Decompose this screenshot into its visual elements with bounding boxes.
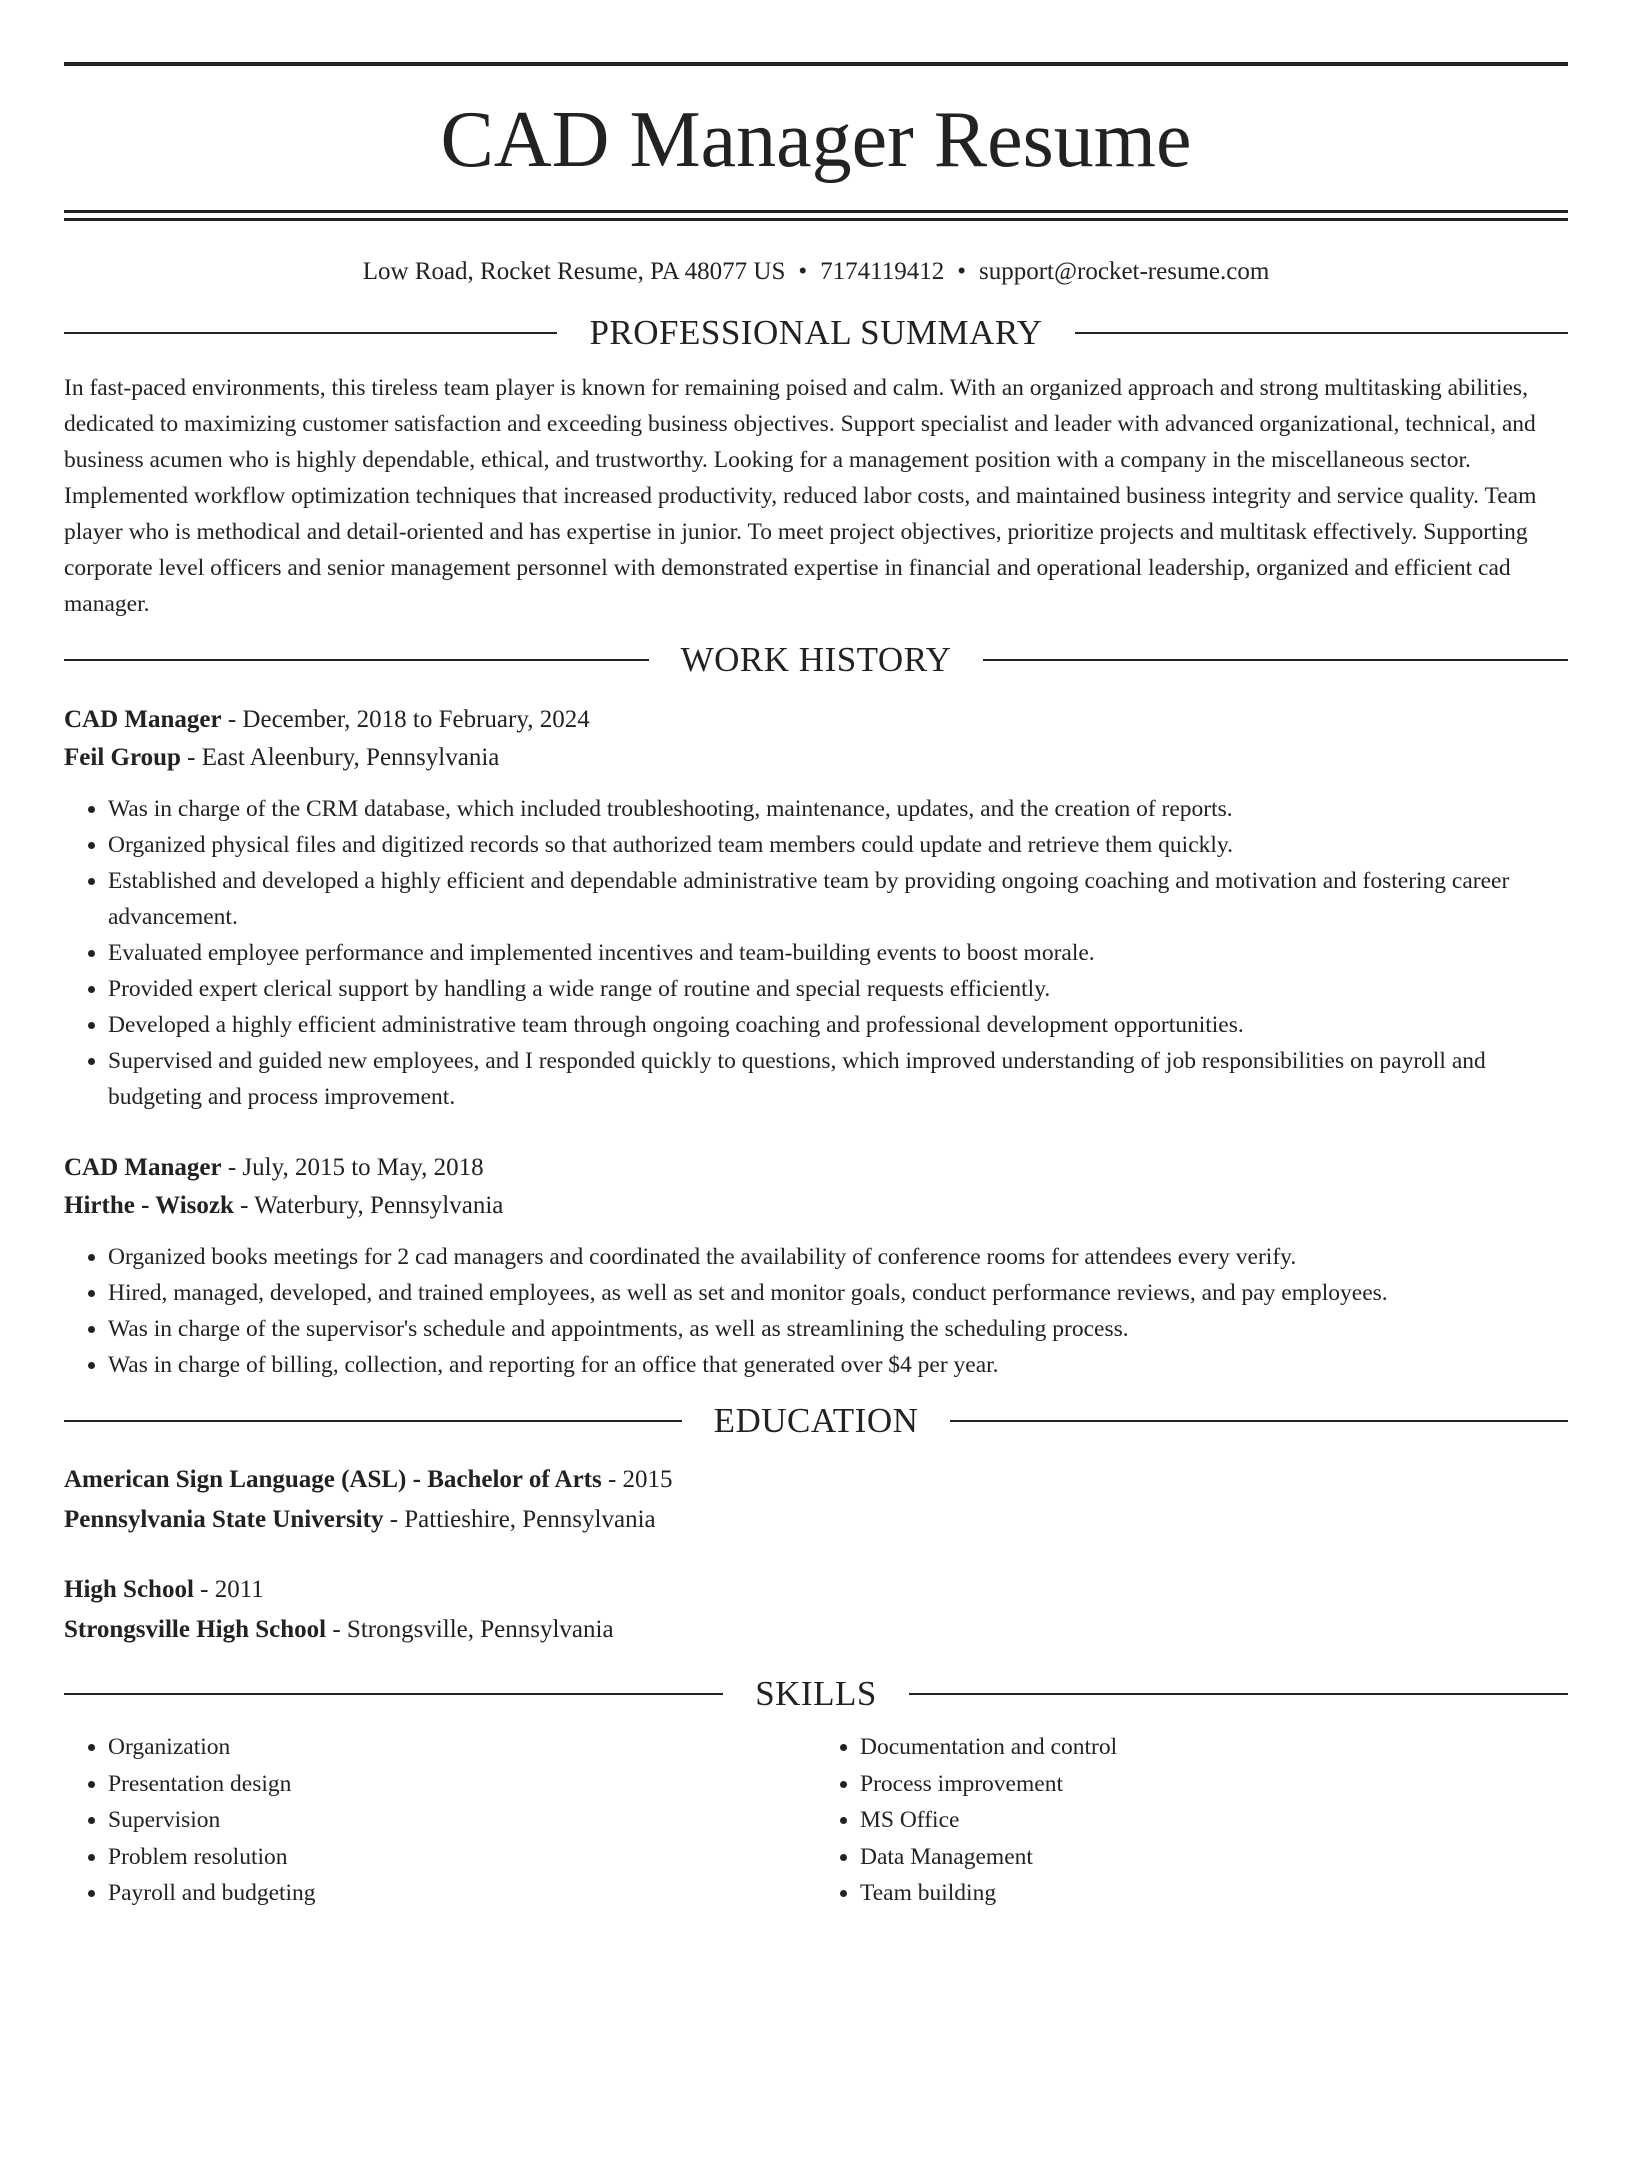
job-dates: - July, 2015 to May, 2018	[221, 1154, 484, 1181]
education-entry	[64, 1570, 1568, 1650]
job-title-line	[64, 701, 1568, 739]
top-rule	[64, 62, 1568, 66]
section-heading-summary	[64, 315, 1568, 350]
resume-title: CAD Manager Resume	[440, 96, 1192, 184]
job-bullet: • Supervised and guided new employees, and I responded quickly to questions, which improved understanding of job responsibilities on payroll and budgeting and process improvement.	[108, 1043, 1568, 1115]
education-list	[64, 1460, 1568, 1650]
job-bullet: • Evaluated employee performance and implemented incentives and team-building events to boost morale.	[108, 935, 1568, 971]
skill-item: • Organization	[108, 1729, 816, 1766]
job-location: - East Aleenbury, Pennsylvania	[180, 744, 500, 771]
job-bullet: • Provided expert clerical support by handling a wide range of routine and special requests efficiently.	[108, 971, 1568, 1007]
section-heading-work	[64, 642, 1568, 677]
skill-item: • Process improvement	[860, 1766, 1568, 1803]
job-entry	[64, 1149, 1568, 1383]
job-bullet: • Organized physical files and digitized records so that authorized team members could update and retrieve them quickly.	[108, 827, 1568, 863]
job-title-line	[64, 1149, 1568, 1187]
title-double-rule	[64, 210, 1568, 221]
education-year: - 2015	[601, 1466, 673, 1493]
skill-item: • Supervision	[108, 1802, 816, 1839]
skills-column-left	[64, 1729, 816, 1912]
education-school-line	[64, 1610, 1568, 1650]
heading-rule	[950, 1420, 1568, 1422]
job-company: Hirthe - Wisozk	[64, 1192, 234, 1219]
contact-separator: •	[798, 258, 808, 285]
work-heading: WORK HISTORY	[680, 640, 952, 679]
job-location: - Waterbury, Pennsylvania	[233, 1192, 504, 1219]
skill-item: • Problem resolution	[108, 1839, 816, 1876]
education-entry	[64, 1460, 1568, 1540]
education-degree: High School	[64, 1576, 194, 1603]
job-bullets	[64, 791, 1568, 1115]
education-school-line	[64, 1500, 1568, 1540]
education-school: Strongsville High School	[64, 1616, 327, 1643]
skills-column-right	[816, 1729, 1568, 1912]
job-entry	[64, 701, 1568, 1115]
job-bullet: • Established and developed a highly efficient and dependable administrative team by providing ongoing coaching and motivation and fostering career advancement.	[108, 863, 1568, 935]
job-bullet: • Organized books meetings for 2 cad managers and coordinated the availability of conference rooms for attendees every verify.	[108, 1239, 1568, 1275]
contact-separator: •	[957, 258, 966, 285]
job-title: CAD Manager	[64, 1154, 222, 1181]
heading-rule	[64, 659, 649, 661]
heading-rule	[64, 1420, 682, 1422]
contact-phone: 7174119412	[820, 258, 945, 285]
skill-item: • Presentation design	[108, 1766, 816, 1803]
education-degree: American Sign Language (ASL) - Bachelor of Arts	[64, 1466, 602, 1493]
education-school: Pennsylvania State University	[64, 1506, 384, 1533]
job-title: CAD Manager	[64, 706, 222, 733]
summary-text: In fast-paced environments, this tireless team player is known for remaining poised and calm. With an organized approach and strong multitasking abilities, dedicated to maximizing customer satisfaction and exceeding business objectives. Support specialist and leader with advanced organizational, technical, and business acumen who is highly dependable, ethical, and trustworthy. Looking for a management position with a company in the miscellaneous sector. Implemented workflow optimization techniques that increased productivity, reduced labor costs, and maintained business integrity and service quality. Team player who is methodical and detail-oriented and has expertise in junior. To meet project objectives, prioritize projects and multitask effectively. Supporting corporate level officers and senior management personnel with demonstrated expertise in financial and operational leadership, organized and efficient cad manager.	[64, 375, 1537, 617]
skills-heading: SKILLS	[755, 1674, 877, 1713]
section-heading-skills	[64, 1676, 1568, 1711]
job-company-line	[64, 739, 1568, 777]
summary-heading: PROFESSIONAL SUMMARY	[589, 313, 1043, 352]
education-heading: EDUCATION	[713, 1401, 919, 1440]
contact-email: support@rocket-resume.com	[979, 258, 1270, 285]
job-bullet: • Was in charge of the CRM database, which included troubleshooting, maintenance, updates, and the creation of reports.	[108, 791, 1568, 827]
skill-item: • Data Management	[860, 1839, 1568, 1876]
heading-rule	[64, 332, 557, 334]
job-bullet: • Hired, managed, developed, and trained employees, as well as set and monitor goals, conduct performance reviews, and pay employees.	[108, 1275, 1568, 1311]
job-bullet: • Was in charge of the supervisor's schedule and appointments, as well as streamlining the scheduling process.	[108, 1311, 1568, 1347]
job-company-line	[64, 1187, 1568, 1225]
skills-columns	[64, 1729, 1568, 1912]
job-bullet: • Developed a highly efficient administrative team through ongoing coaching and professional development opportunities.	[108, 1007, 1568, 1043]
resume-page	[0, 62, 1632, 2174]
education-location: - Strongsville, Pennsylvania	[326, 1616, 614, 1643]
heading-rule	[909, 1693, 1568, 1695]
skill-item: • Team building	[860, 1875, 1568, 1912]
heading-rule	[1075, 332, 1568, 334]
contact-address: Low Road, Rocket Resume, PA 48077 US	[362, 258, 786, 285]
skill-item: • Payroll and budgeting	[108, 1875, 816, 1912]
education-location: - Pattieshire, Pennsylvania	[383, 1506, 656, 1533]
job-bullet: • Was in charge of billing, collection, and reporting for an office that generated over $4 per year.	[108, 1347, 1568, 1383]
education-degree-line	[64, 1460, 1568, 1500]
section-heading-education	[64, 1403, 1568, 1438]
jobs-list	[64, 701, 1568, 1383]
job-dates: - December, 2018 to February, 2024	[221, 706, 590, 733]
skill-item: • MS Office	[860, 1802, 1568, 1839]
education-degree-line	[64, 1570, 1568, 1610]
heading-rule	[64, 1693, 723, 1695]
heading-rule	[983, 659, 1568, 661]
job-bullets	[64, 1239, 1568, 1383]
education-year: - 2011	[193, 1576, 264, 1603]
skill-item: • Documentation and control	[860, 1729, 1568, 1766]
contact-line	[64, 257, 1568, 287]
job-company: Feil Group	[64, 744, 181, 771]
